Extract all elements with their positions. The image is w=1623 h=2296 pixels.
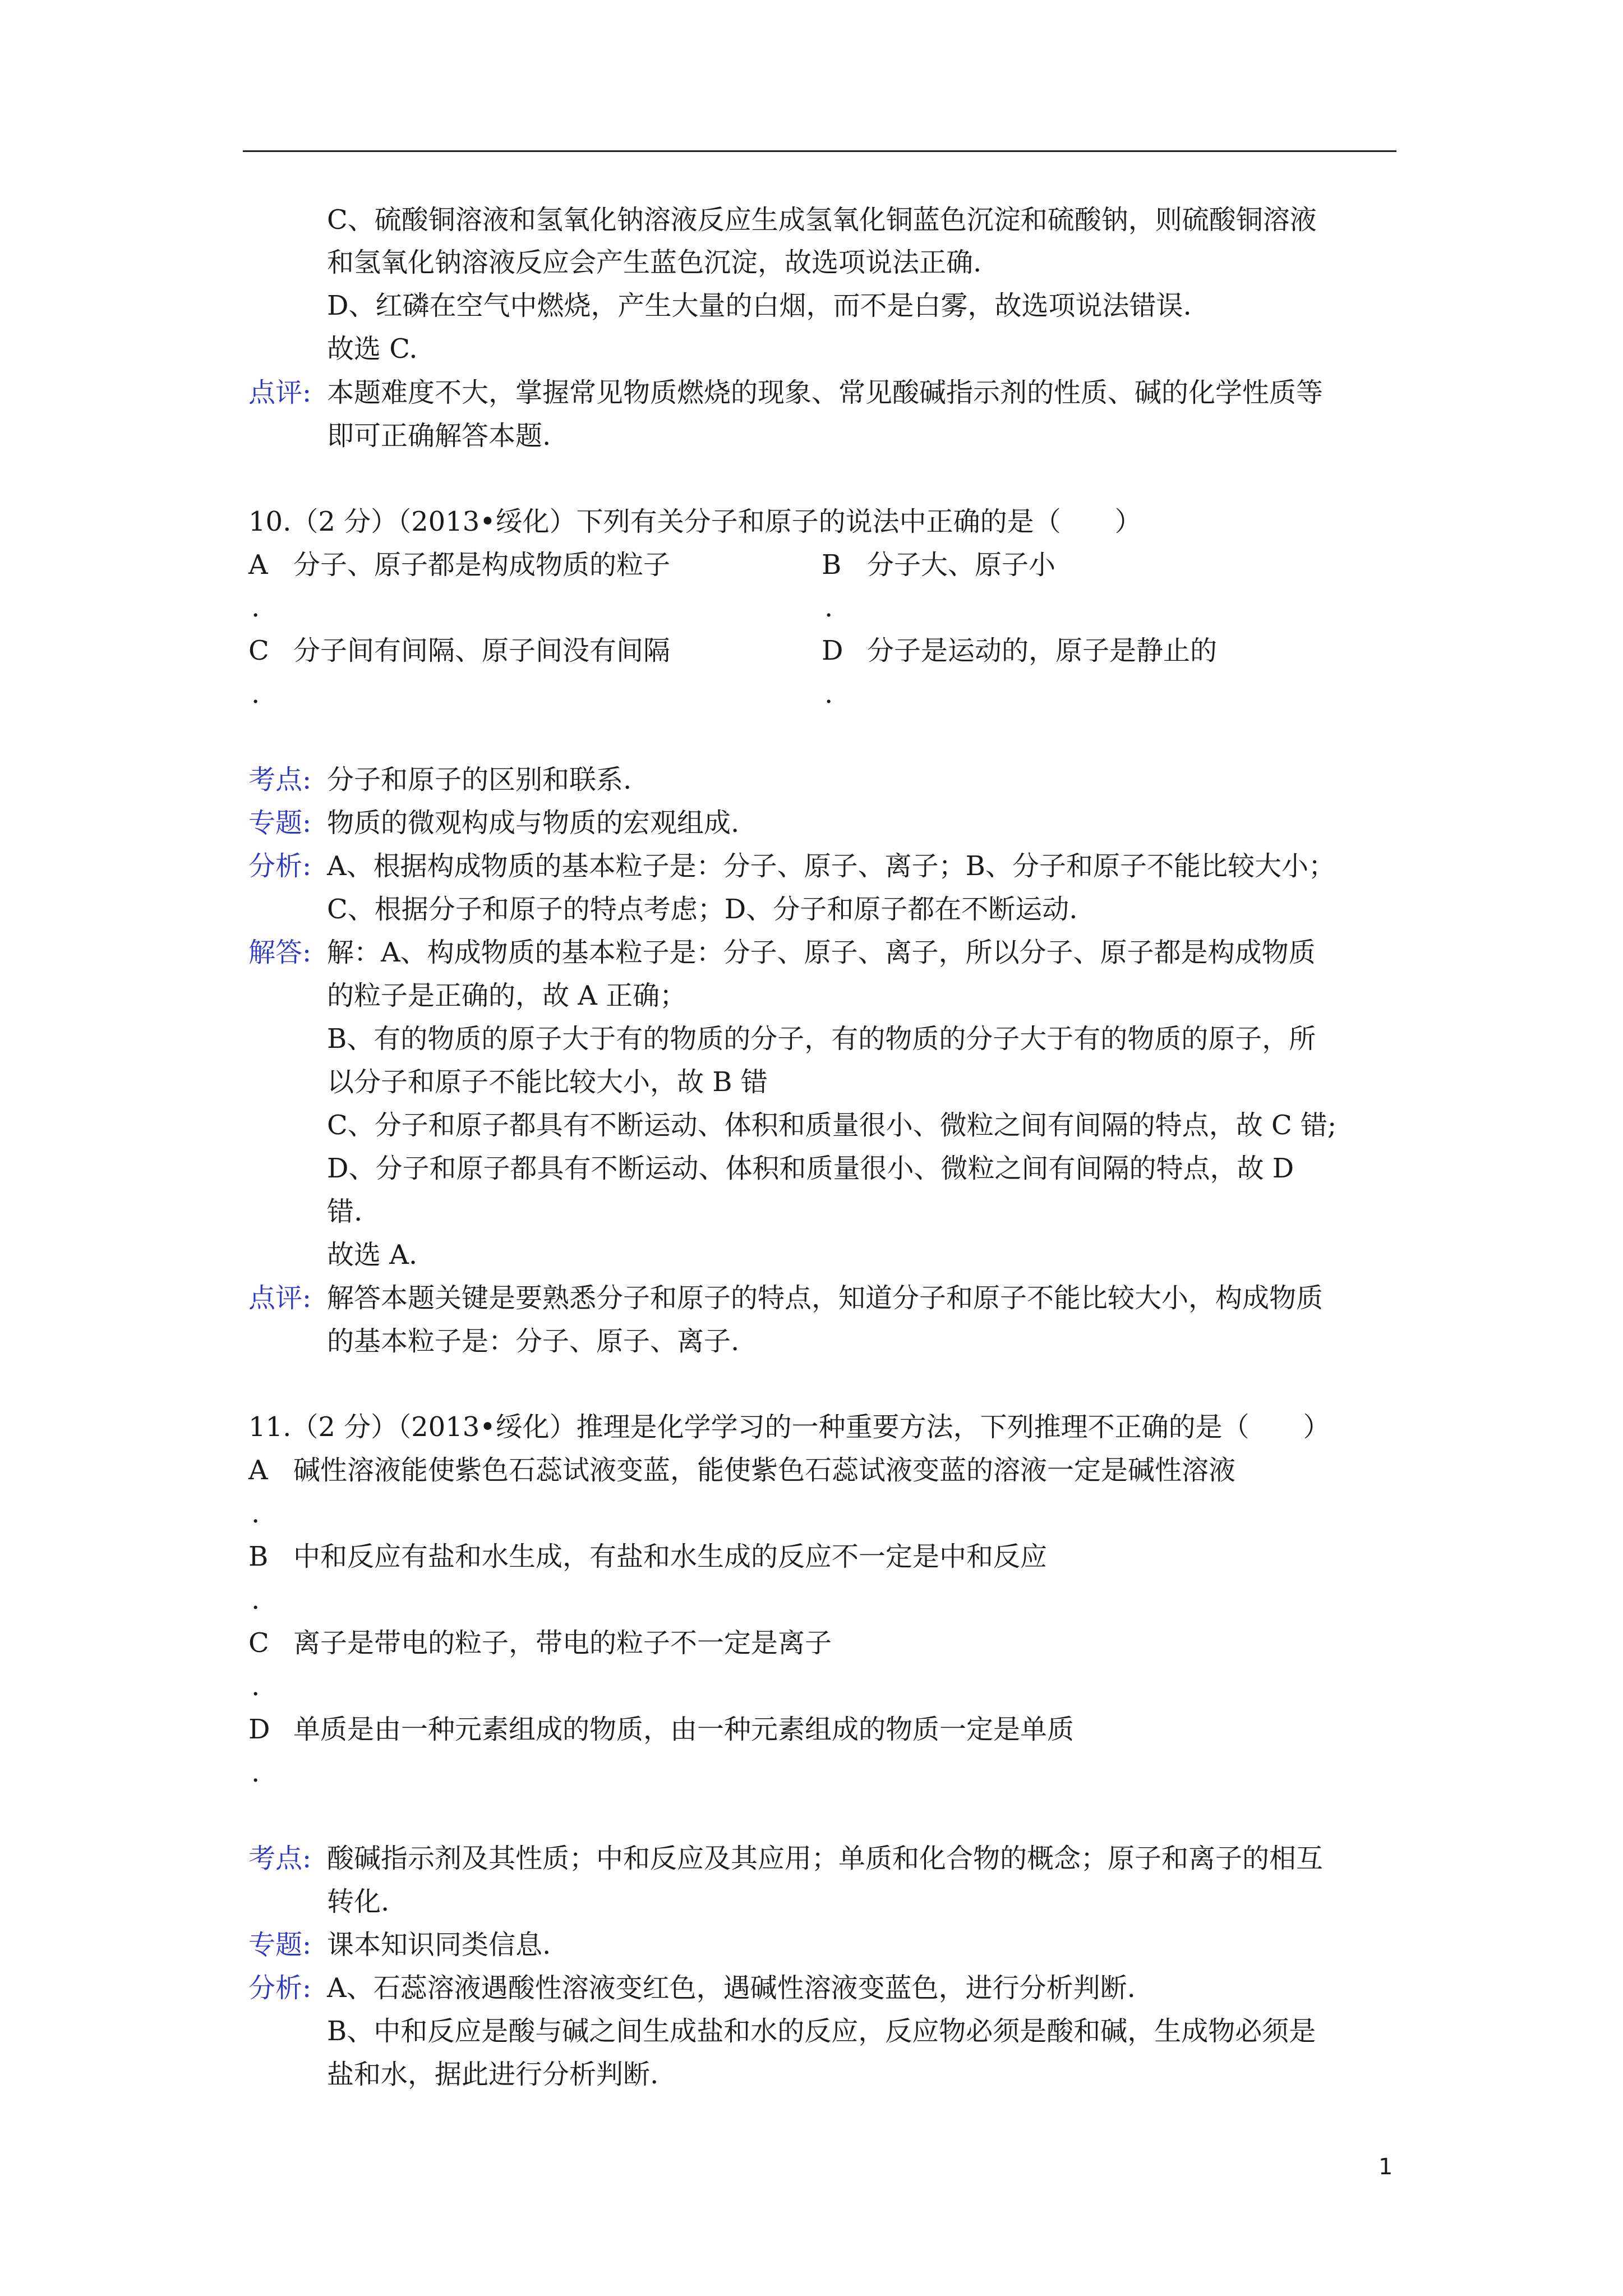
q10-option-b-dot: .: [824, 592, 833, 623]
q10-jieda-text-5: C、分子和原子都具有不断运动、体积和质量很小、微粒之间有间隔的特点，故 C 错;: [327, 1110, 1337, 1141]
q11-fenxi-text-1: A、石蕊溶液遇酸性溶液变红色，遇碱性溶液变蓝色，进行分析判断.: [327, 1972, 1136, 2004]
q10-stem: 10.（2 分）（2013•绥化）下列有关分子和原子的说法中正确的是（ ）: [248, 506, 1142, 537]
q11-option-c-letter: C: [248, 1627, 269, 1659]
q10-option-d-text: 分子是运动的，原子是静止的: [867, 635, 1218, 666]
q10-option-c-text: 分子间有间隔、原子间没有间隔: [293, 635, 671, 666]
q10-kaodian-label: 考点:: [248, 764, 312, 795]
q10-kaodian-text: 分子和原子的区别和联系.: [327, 764, 632, 795]
q10-review-label: 点评:: [248, 1282, 312, 1314]
q11-fenxi-text-3: 盐和水，据此进行分析判断.: [327, 2059, 659, 2090]
q10-jieda-label: 解答:: [248, 937, 312, 968]
q10-jieda-text-6: D、分子和原子都具有不断运动、体积和质量很小、微粒之间有间隔的特点，故 D: [327, 1153, 1294, 1184]
q11-option-d-text: 单质是由一种元素组成的物质，由一种元素组成的物质一定是单质: [293, 1714, 1075, 1745]
q11-option-c-text: 离子是带电的粒子，带电的粒子不一定是离子: [293, 1627, 832, 1659]
analysis-line-c2: 和氢氧化钠溶液反应会产生蓝色沉淀，故选项说法正确.: [327, 247, 982, 278]
q11-option-c-dot: .: [251, 1671, 260, 1702]
answer-line: 故选 C.: [327, 333, 418, 365]
page-number: 1: [1378, 2154, 1393, 2180]
q10-jieda-text-8: 故选 A.: [327, 1239, 418, 1271]
analysis-line-c1: C、硫酸铜溶液和氢氧化钠溶液反应生成氢氧化铜蓝色沉淀和硫酸钠，则硫酸铜溶液: [327, 204, 1317, 236]
q10-jieda-text-7: 错.: [327, 1196, 363, 1227]
q11-zhuanti-label: 专题:: [248, 1929, 312, 1961]
q10-option-a-dot: .: [251, 592, 260, 623]
header-rule: [243, 150, 1396, 152]
q11-option-a-text: 碱性溶液能使紫色石蕊试液变蓝，能使紫色石蕊试液变蓝的溶液一定是碱性溶液: [293, 1455, 1236, 1486]
q10-jieda-text-1: 解：A、构成物质的基本粒子是：分子、原子、离子，所以分子、原子都是构成物质: [327, 937, 1316, 968]
q10-option-c-letter: C: [248, 635, 269, 666]
q11-option-b-dot: .: [251, 1584, 260, 1616]
q11-zhuanti-text: 课本知识同类信息.: [327, 1929, 551, 1961]
q11-option-d-letter: D: [248, 1714, 270, 1745]
q11-fenxi-label: 分析:: [248, 1972, 312, 2004]
review-text-1: 本题难度不大，掌握常见物质燃烧的现象、常见酸碱指示剂的性质、碱的化学性质等: [327, 377, 1324, 408]
q11-option-b-letter: B: [248, 1541, 269, 1572]
q10-jieda-text-3: B、有的物质的原子大于有的物质的分子，有的物质的分子大于有的物质的原子，所: [327, 1023, 1316, 1055]
q11-option-a-dot: .: [251, 1498, 260, 1529]
q10-option-c-dot: .: [251, 678, 260, 710]
q10-zhuanti-label: 专题:: [248, 807, 312, 839]
q10-jieda-text-4: 以分子和原子不能比较大小，故 B 错: [327, 1066, 768, 1098]
q11-option-a-letter: A: [248, 1455, 268, 1486]
q10-option-d-dot: .: [824, 678, 833, 710]
q10-jieda-text-2: 的粒子是正确的，故 A 正确；: [327, 980, 687, 1011]
q10-review-text-1: 解答本题关键是要熟悉分子和原子的特点，知道分子和原子不能比较大小，构成物质: [327, 1282, 1324, 1314]
q10-option-a-letter: A: [248, 549, 268, 581]
q10-review-text-2: 的基本粒子是：分子、原子、离子.: [327, 1326, 740, 1357]
q11-option-d-dot: .: [251, 1757, 260, 1788]
q11-option-b-text: 中和反应有盐和水生成，有盐和水生成的反应不一定是中和反应: [293, 1541, 1048, 1572]
review-text-2: 即可正确解答本题.: [327, 420, 551, 452]
q10-option-b-letter: B: [822, 549, 842, 581]
q10-zhuanti-text: 物质的微观构成与物质的宏观组成.: [327, 807, 740, 839]
q11-kaodian-label: 考点:: [248, 1843, 312, 1874]
q11-kaodian-text-2: 转化.: [327, 1886, 390, 1917]
q10-fenxi-text-1: A、根据构成物质的基本粒子是：分子、原子、离子；B、分子和原子不能比较大小；: [327, 850, 1335, 882]
analysis-line-d: D、红磷在空气中燃烧，产生大量的白烟，而不是白雾，故选项说法错误.: [327, 290, 1192, 321]
q10-fenxi-label: 分析:: [248, 850, 312, 882]
q10-option-d-letter: D: [822, 635, 843, 666]
q10-option-a-text: 分子、原子都是构成物质的粒子: [293, 549, 671, 581]
q10-option-b-text: 分子大、原子小: [867, 549, 1056, 581]
q11-stem: 11.（2 分）（2013•绥化）推理是化学学习的一种重要方法，下列推理不正确的是（ ）: [248, 1411, 1330, 1443]
q11-kaodian-text-1: 酸碱指示剂及其性质；中和反应及其应用；单质和化合物的概念；原子和离子的相互: [327, 1843, 1324, 1874]
q11-fenxi-text-2: B、中和反应是酸与碱之间生成盐和水的反应，反应物必须是酸和碱，生成物必须是: [327, 2016, 1316, 2047]
q10-fenxi-text-2: C、根据分子和原子的特点考虑；D、分子和原子都在不断运动.: [327, 894, 1078, 925]
review-label: 点评:: [248, 377, 312, 408]
